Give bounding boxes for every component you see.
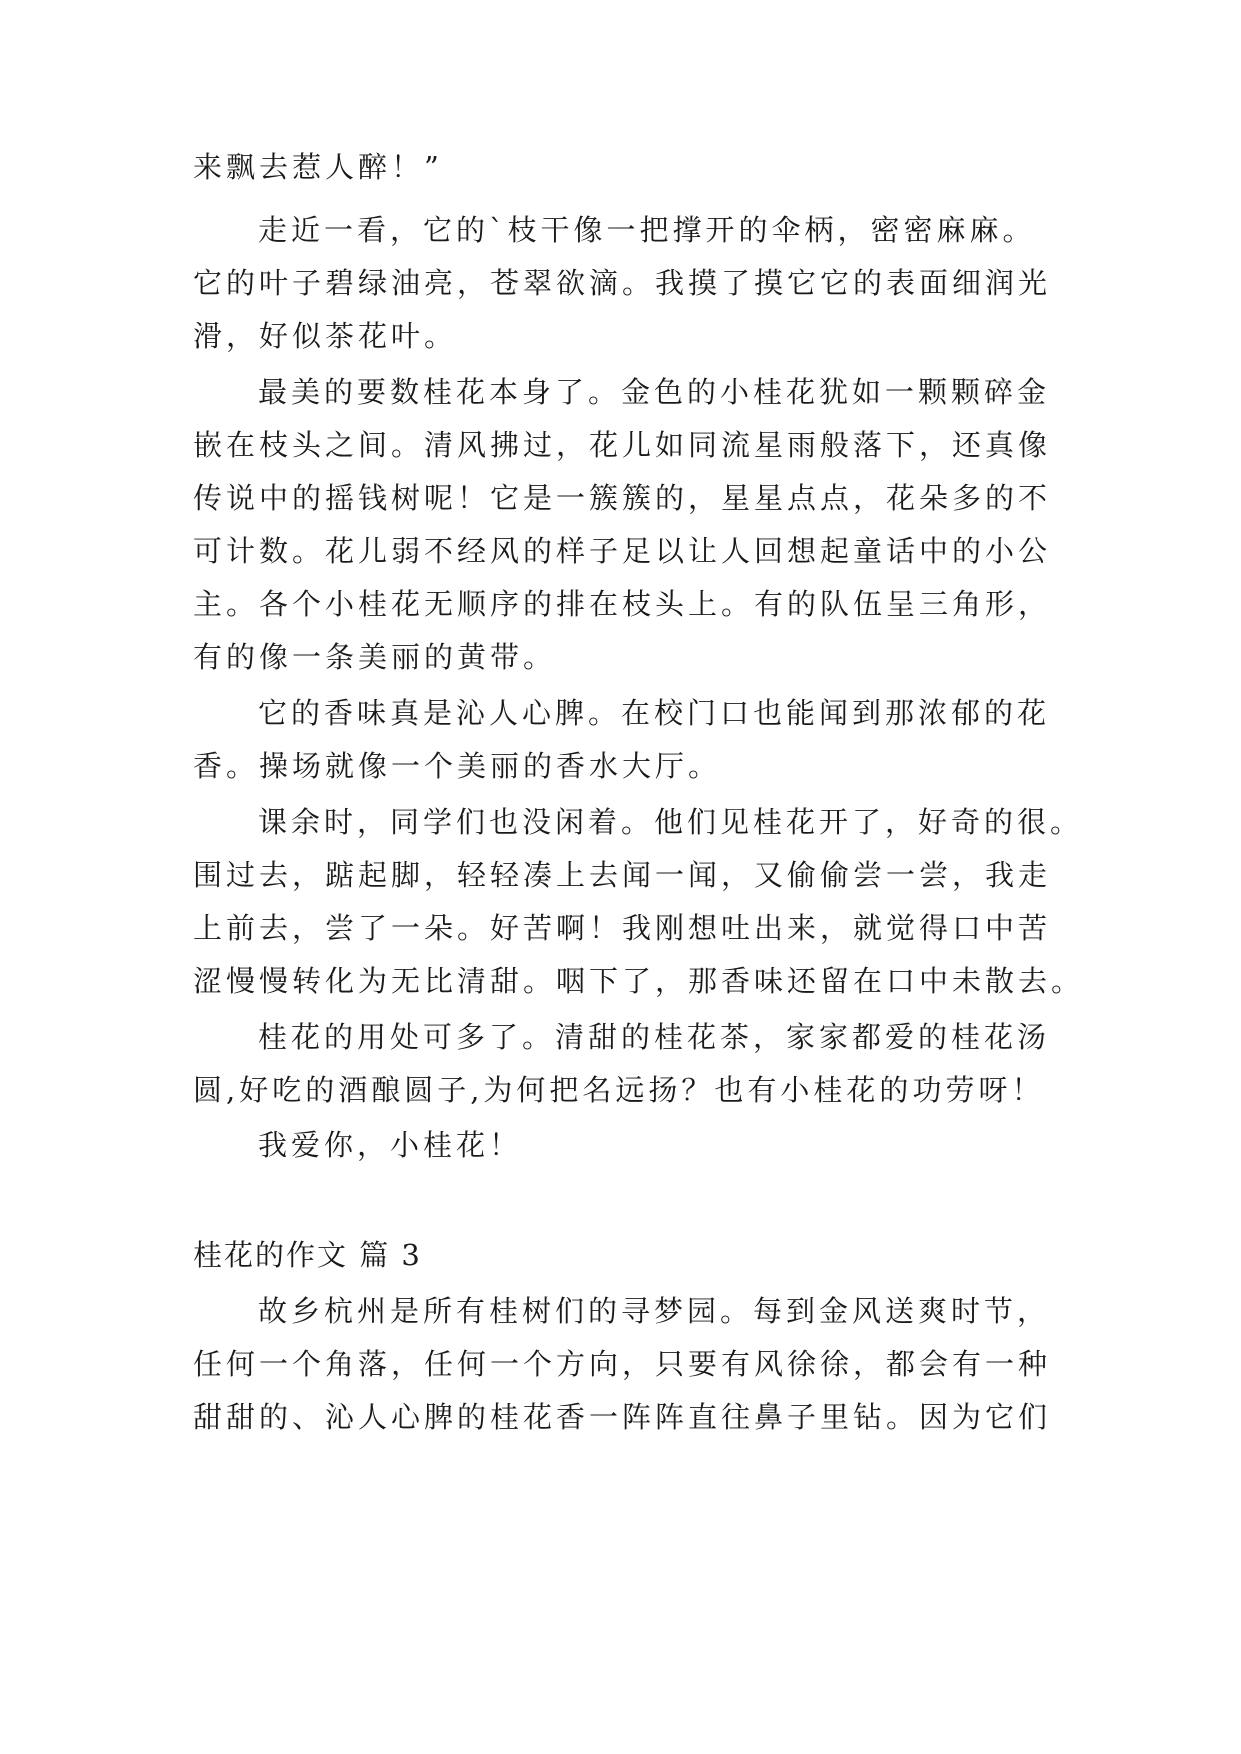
text-line: 上前去，尝了一朵。好苦啊！我刚想吐出来，就觉得口中苦 xyxy=(193,911,1052,945)
text-line: 涩慢慢转化为无比清甜。咽下了，那香味还留在口中未散去。 xyxy=(193,964,1085,998)
text-line: 围过去，踮起脚，轻轻凑上去闻一闻，又偷偷尝一尝，我走 xyxy=(193,858,1052,892)
paragraph-start: 课余时，同学们也没闲着。他们见桂花开了，好奇的很。 xyxy=(258,805,1084,839)
text-line: 主。各个小桂花无顺序的排在枝头上。有的队伍呈三角形， xyxy=(193,587,1052,621)
paragraph-start: 走近一看，它的`枝干像一把撑开的伞柄，密密麻麻。 xyxy=(258,213,1036,247)
text-line: 任何一个角落，任何一个方向，只要有风徐徐，都会有一种 xyxy=(193,1347,1052,1381)
text-line: 圆,好吃的酒酿圆子,为何把名远扬？也有小桂花的功劳呀！ xyxy=(193,1073,1045,1107)
text-line: 香。操场就像一个美丽的香水大厅。 xyxy=(193,749,722,783)
text-line: 来飘去惹人醉！” xyxy=(193,150,443,184)
section-heading: 桂花的作文 篇 3 xyxy=(193,1238,422,1272)
text-line: 嵌在枝头之间。清风拂过，花儿如同流星雨般落下，还真像 xyxy=(193,428,1052,462)
paragraph-start: 我爱你，小桂花！ xyxy=(258,1128,523,1162)
paragraph-start: 故乡杭州是所有桂树们的寻梦园。每到金风送爽时节， xyxy=(258,1294,1051,1328)
paragraph-start: 它的香味真是沁人心脾。在校门口也能闻到那浓郁的花 xyxy=(258,696,1051,730)
text-line: 滑，好似茶花叶。 xyxy=(193,319,458,353)
paragraph-start: 最美的要数桂花本身了。金色的小桂花犹如一颗颗碎金 xyxy=(258,375,1051,409)
text-line: 传说中的摇钱树呢！它是一簇簇的，星星点点，花朵多的不 xyxy=(193,481,1052,515)
text-line: 有的像一条美丽的黄带。 xyxy=(193,640,557,674)
text-line: 可计数。花儿弱不经风的样子足以让人回想起童话中的小公 xyxy=(193,534,1052,568)
text-line: 甜甜的、沁人心脾的桂花香一阵阵直往鼻子里钻。因为它们 xyxy=(193,1400,1052,1434)
text-line: 它的叶子碧绿油亮，苍翠欲滴。我摸了摸它它的表面细润光 xyxy=(193,266,1052,300)
paragraph-start: 桂花的用处可多了。清甜的桂花茶，家家都爱的桂花汤 xyxy=(258,1020,1051,1054)
